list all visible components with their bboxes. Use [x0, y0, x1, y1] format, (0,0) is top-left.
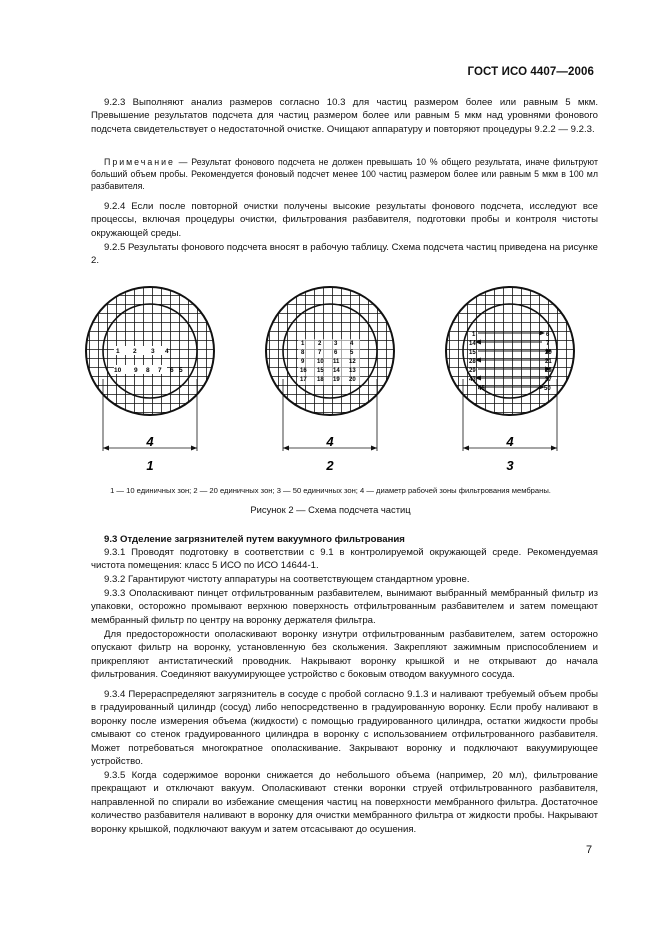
diagram2-zone-label: 14	[333, 368, 340, 374]
note-paragraph	[91, 156, 598, 192]
diagram3-zone-label: 29	[545, 368, 552, 374]
diagram2-zone-label: 16	[300, 368, 307, 374]
diagram1-zone-label: 3	[151, 348, 155, 355]
diagram3-zone-label: 20	[545, 350, 552, 356]
diagram1-zone-label: 1	[116, 348, 120, 355]
paragraph-9-2-5: 9.2.5 Результаты фонового подсчета вносят в рабочую таблицу. Схема подсчета частиц приведена на рисунке 2.	[91, 242, 598, 267]
diagram3-zone-label: 45	[478, 386, 485, 392]
diagram2-zone-label: 4	[350, 341, 354, 347]
diagram2-zone-label: 11	[333, 359, 340, 365]
diagram2-zone-label: 15	[317, 368, 324, 374]
figure-caption: Рисунок 2 — Схема подсчета частиц	[250, 504, 411, 515]
diagram1-zone-label: 9	[134, 367, 138, 374]
diagram1-zone-label: 4	[165, 348, 169, 355]
paragraph-9-3-4: 9.3.4 Перераспределяют загрязнитель в сосуде с пробой согласно 9.1.3 и наливают требуемый объем пробы в градуированный цилиндр (сосуд) либо непосредственно в градуированную воронку. Если пробу наливают в воронку после измерения объема (жидкости) с помощью градуированного цилиндра, остатки жидкости пробы смывают со стенок градуированного цилиндра в воронку с использованием отфильтрованного разбавителя. Может потребоваться многократное ополаскивание. Закрывают воронку и подключают вакуумирующее устройство.	[91, 689, 598, 768]
diagram3-zone-label: 21	[545, 359, 552, 365]
diagram3-zone-label: 6	[546, 332, 550, 338]
diagram2-zone-label: 3	[334, 341, 338, 347]
diagram2-zone-label: 6	[334, 350, 338, 356]
page-number: 7	[586, 844, 593, 856]
diagram2-zone-label: 18	[317, 377, 324, 383]
diagram2-zone-label: 9	[301, 359, 305, 365]
diagram3-zone-label: 15	[469, 350, 476, 356]
diagram1-dimension-label: 4	[146, 434, 154, 449]
diagram3-zone-label: 14	[469, 341, 476, 347]
diagram2-zone-label: 7	[318, 350, 322, 356]
diagram3-zone-label: 7	[546, 341, 550, 347]
diagram-10-zones	[80, 286, 220, 473]
diagram2-number: 2	[326, 458, 334, 473]
diagram3-zone-label: 28	[469, 359, 476, 365]
diagram-50-zones	[440, 286, 580, 473]
paragraph-9-2-4: 9.2.4 Если после повторной очистки получены высокие результаты фонового подсчета, исследуют все процессы, включая процедуры очистки, фильтрования разбавителя, подготовки пробы и контроля чистоты окружающей среды.	[91, 201, 598, 239]
paragraph-precaution: Для предосторожности ополаскивают воронку изнутри отфильтрованным разбавителем, затем осторожно опускают фильтр на воронку, установленную без скольжения. Закрепляют зажимным приспособлением и прикрепляют антистатический проводник. Накрывают воронку крышкой и не открывают до начала фильтрования. Соединяют вакуумирующее устройство с боковым отводом вакуумного сосуда.	[91, 629, 598, 681]
diagram2-zone-label: 1	[301, 341, 305, 347]
diagram2-zone-label: 5	[350, 350, 354, 356]
diagram1-zone-label: 6	[170, 367, 174, 374]
diagram3-zone-label: 1	[472, 332, 476, 338]
diagram2-zone-label: 2	[318, 341, 322, 347]
diagram2-zone-label: 20	[349, 377, 356, 383]
diagram1-number: 1	[146, 458, 154, 473]
diagram1-zone-label: 2	[133, 348, 137, 355]
diagram2-zone-label: 13	[349, 368, 356, 374]
paragraph-9-3-1: 9.3.1 Проводят подготовку в соответствии с 9.1 в контролируемой окружающей среде. Рекомендуемая чистота помещения: класс 5 ИСО по ИСО 14644-1.	[91, 547, 598, 572]
diagram1-zone-label: 7	[158, 367, 162, 374]
paragraph-9-2-3: 9.2.3 Выполняют анализ размеров согласно 10.3 для частиц размером более или равным 5 мкм. Превышение результатов подсчета для частиц размером более или равным 5 мкм над уровнями фонового подсчета свидетельствует о недостаточной очистке. Очищают аппаратуру и повторяют процедуры 9.2.2 — 9.2.3.	[91, 97, 598, 135]
diagram2-zone-label: 19	[333, 377, 340, 383]
diagram1-zone-label: 8	[146, 367, 150, 374]
diagram2-zone-label: 10	[317, 359, 324, 365]
diagram3-zone-label: 37	[545, 377, 552, 383]
diagram2-dimension-label: 4	[326, 434, 334, 449]
diagram2-zone-label: 12	[349, 359, 356, 365]
paragraph-9-3-5: 9.3.5 Когда содержимое воронки снижается до небольшого объема (например, 20 мл), фильтрование прекращают и отключают вакуум. Ополаскивают стенки воронки струей отфильтрованного разбавителя, направленной по спирали во избежание смещения частиц на поверхности мембранного фильтра. Достаточное количество разбавителя наливают в воронку для очистки мембранного фильтра от жидкости пробы. Накрывают воронку крышкой, подключают вакуум и затем отсасывают до осушения.	[91, 770, 598, 835]
diagram1-zone-label: 5	[179, 367, 183, 374]
figure-legend: 1 — 10 единичных зон; 2 — 20 единичных зон; 3 — 50 единичных зон; 4 — диаметр рабочей зоны фильтрования мембраны.	[110, 486, 551, 495]
note-label: Примечание	[104, 157, 175, 167]
diagram3-zone-label: 29	[469, 368, 476, 374]
diagram-20-zones	[260, 286, 400, 473]
diagram1-zone-label: 10	[114, 367, 122, 374]
diagram2-zone-label: 8	[301, 350, 305, 356]
figure-2-diagrams	[80, 286, 600, 476]
section-heading: 9.3 Отделение загрязнителей путем вакуумного фильтрования	[104, 534, 405, 545]
diagram2-zone-label: 17	[300, 377, 307, 383]
diagram3-zone-label: 43	[469, 377, 476, 383]
diagram3-number: 3	[506, 458, 514, 473]
diagram3-dimension-label: 4	[506, 434, 514, 449]
note-text: — Результат фонового подсчета не должен превышать 10 % общего результата, иначе фильтруют больший объем пробы. Рекомендуется фоновый подсчет менее 100 частиц размером более или равным 5 мкм в 100 мл разбавителя.	[91, 157, 598, 191]
paragraph-9-3-2: 9.3.2 Гарантируют чистоту аппаратуры на соответствующем стандартном уровне.	[104, 574, 470, 585]
diagram3-zone-label: 50	[544, 386, 551, 392]
paragraph-9-3-3: 9.3.3 Ополаскивают пинцет отфильтрованным разбавителем, вынимают выбранный мембранный фильтр из упаковки, осторожно промывают верхнюю поверхность отфильтрованным разбавителем и затем помещают мембранный фильтр по центру на воронку держателя фильтра.	[91, 588, 598, 626]
document-header: ГОСТ ИСО 4407—2006	[467, 66, 594, 78]
